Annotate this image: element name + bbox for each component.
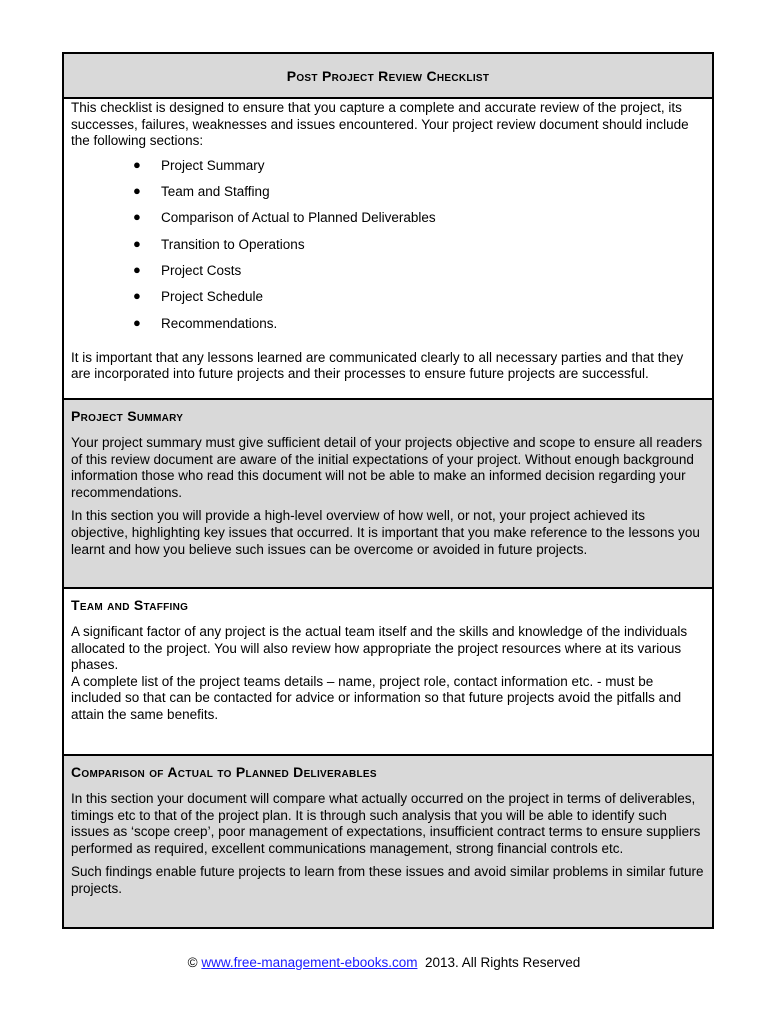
team-staffing-paragraph-2: A complete list of the project teams details – name, project role, contact information etc. - must be included so that can be contacted for advice or information so that future projects avoid the pitfalls and attain the same benefits. xyxy=(71,673,682,722)
list-item: ● Project Costs xyxy=(133,261,242,278)
comparison-paragraph-1: In this section your document will compare what actually occurred on the project in terms of deliverables, timings etc to that of the project plan. It is through such analysis that you will be able to identify such issues as ‘scope creep’, poor management of expectations, insufficient contract terms to ensure suppliers performed as required, excellent communications management, strong financial controls etc. xyxy=(71,791,701,856)
list-item: ● Recommendations. xyxy=(133,314,278,331)
project-summary-paragraph-1: Your project summary must give sufficient detail of your projects objective and scope to ensure all readers of this review document are aware of the initial expectations of your project. Without enough background information those who read this document will not be able to make an informed decision regarding your recommendations. xyxy=(71,435,703,500)
comparison-heading: Comparison of Actual to Planned Deliverables xyxy=(71,764,377,780)
bullet-icon: ● xyxy=(133,314,141,330)
rights-text: 2013. All Rights Reserved xyxy=(424,955,581,970)
checklist-table xyxy=(62,52,714,929)
list-item: ● Comparison of Actual to Planned Deliverables xyxy=(133,209,436,226)
list-item: ● Team and Staffing xyxy=(133,183,270,200)
bullet-icon: ● xyxy=(133,156,141,172)
footer xyxy=(0,955,768,970)
team-staffing-paragraph-1: A significant factor of any project is the actual team itself and the skills and knowledge of the individuals allocated to the project. You will also review how appropriate the project resources where at its various phases. xyxy=(71,624,688,673)
comparison-paragraph-2: Such findings enable future projects to learn from these issues and avoid similar problems in similar future projects. xyxy=(71,864,704,896)
bullet-icon: ● xyxy=(133,261,141,277)
list-item: ● Transition to Operations xyxy=(133,235,305,252)
project-summary-paragraph-2: In this section you will provide a high-level overview of how well, or not, your project achieved its objective, highlighting key issues that occurred. It is important that you make reference to the lessons you learnt and how you believe such issues can be overcome or avoided in future projects. xyxy=(71,508,700,557)
project-summary-section xyxy=(64,400,712,589)
bullet-icon: ● xyxy=(133,209,141,225)
list-item: ● Project Summary xyxy=(133,156,265,173)
team-staffing-section xyxy=(64,589,712,756)
website-link[interactable]: www.free-management-ebooks.com xyxy=(201,955,418,970)
intro-section xyxy=(64,99,712,400)
comparison-section xyxy=(64,756,712,927)
project-summary-heading: Project Summary xyxy=(71,408,184,424)
team-staffing-heading: Team and Staffing xyxy=(71,597,189,613)
intro-paragraph: This checklist is designed to ensure that you capture a complete and accurate review of the project, its successes, failures, weaknesses and issues encountered. Your project review document should include the following sections: xyxy=(71,100,689,149)
list-item: ● Project Schedule xyxy=(133,288,264,305)
bullet-icon: ● xyxy=(133,288,141,304)
intro-closing: It is important that any lessons learned are communicated clearly to all necessary parties and that they are incorporated into future projects and their processes to ensure future projects are successful. xyxy=(71,349,684,382)
bullet-icon: ● xyxy=(133,183,141,199)
copyright-symbol: © xyxy=(187,955,198,970)
title-row xyxy=(64,54,712,99)
sections-list xyxy=(71,157,705,341)
page-title: Post Project Review Checklist xyxy=(286,67,490,84)
bullet-icon: ● xyxy=(133,235,141,251)
